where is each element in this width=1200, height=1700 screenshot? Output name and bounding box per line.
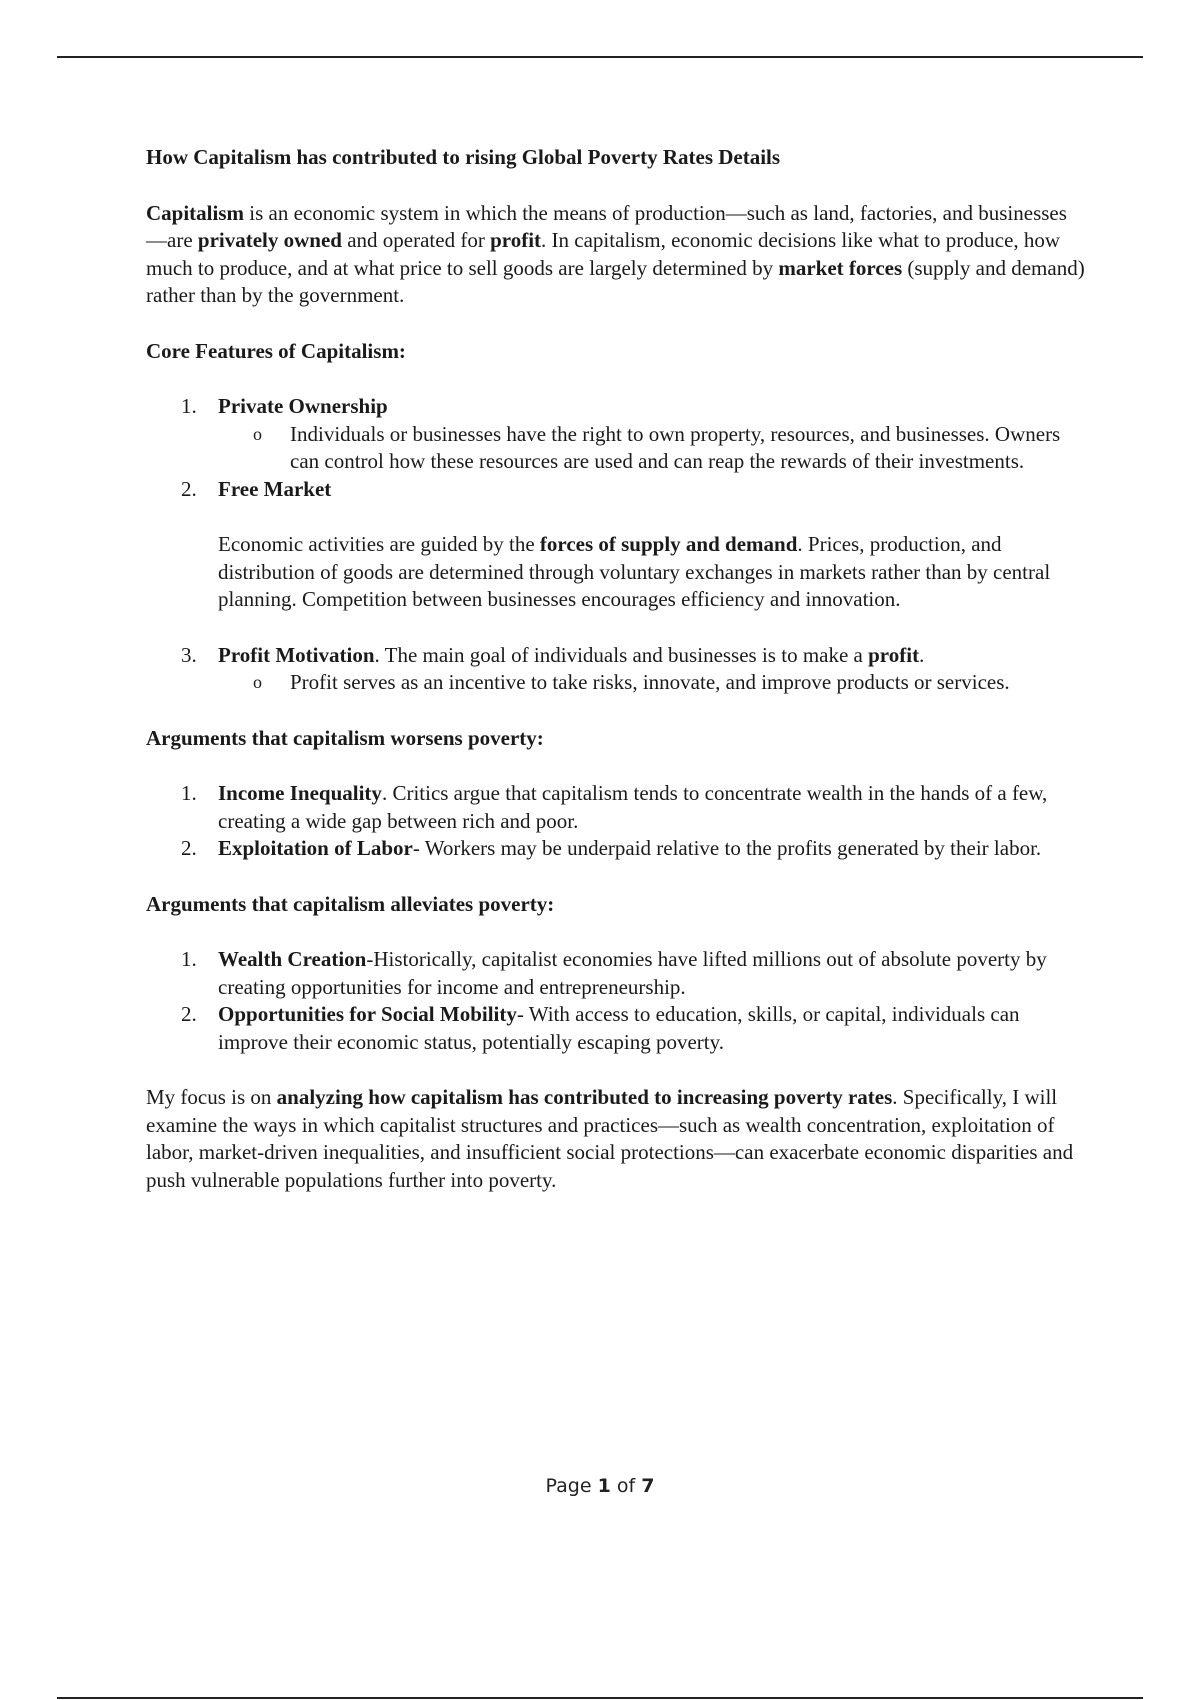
bullet-marker: o xyxy=(253,672,262,692)
sub-list xyxy=(218,669,1086,697)
current-page: 1 xyxy=(597,1475,611,1497)
total-pages: 7 xyxy=(641,1475,655,1497)
list-number: 3. xyxy=(181,642,197,667)
sub-list-item: o Individuals or businesses have the right to own property, resources, and businesses. Owners can control how these resources are used and can reap the rewards of their investments. xyxy=(253,421,1061,473)
list-item xyxy=(146,476,1086,614)
sub-list-item: o Profit serves as an incentive to take risks, innovate, and improve products or services. xyxy=(218,669,1086,697)
intro-paragraph: Capitalism is an economic system in which the means of production—such as land, factories, and businesses—are privately owned and operated for profit. In capitalism, economic decisions like what to produce, how much to produce, and at what price to sell goods are largely determined by market forces (supply and demand) rather than by the government. xyxy=(146,200,1085,307)
item-title: Free Market xyxy=(218,476,332,501)
core-features-list xyxy=(146,393,1086,697)
list-number: 2. xyxy=(181,1002,197,1026)
item-title: Exploitation of Labor xyxy=(218,836,413,860)
header-rule xyxy=(57,56,1143,58)
worsens-heading: Arguments that capitalism worsens poverty: xyxy=(146,725,544,750)
free-market-paragraph: Economic activities are guided by the forces of supply and demand. Prices, production, and distribution of goods are determined through voluntary exchanges in markets rather than by central planning. Competition between businesses encourages efficiency and innovation. xyxy=(218,532,1051,611)
list-item xyxy=(146,393,1086,476)
bullet-marker: o xyxy=(253,423,262,444)
item-title: Income Inequality xyxy=(218,781,382,805)
footer-rule xyxy=(57,1697,1143,1699)
list-item: 3. Profit Motivation. The main goal of individuals and businesses is to make a profit. o Profit serves as an incentive to take risks, innovate, and improve products or services. xyxy=(146,642,1086,697)
list-number: 1. xyxy=(181,781,197,805)
list-number: 1. xyxy=(181,947,197,971)
item-title: Opportunities for Social Mobility xyxy=(218,1002,517,1026)
item-title: Wealth Creation xyxy=(218,947,367,971)
document-title: How Capitalism has contributed to rising Global Poverty Rates Details xyxy=(146,145,781,169)
list-number: 1. xyxy=(181,394,197,418)
page-number-footer: Page 1 of 7 xyxy=(545,1475,655,1497)
list-item: 2. Opportunities for Social Mobility- With access to education, skills, or capital, individuals can improve their economic status, potentially escaping poverty. xyxy=(181,1002,1020,1054)
list-item: 1. Wealth Creation-Historically, capitalist economies have lifted millions out of absolute poverty by creating opportunities for income and entrepreneurship. xyxy=(181,947,1047,999)
alleviates-list xyxy=(146,946,1086,1056)
list-number: 2. xyxy=(181,836,197,860)
list-item: 1. Income Inequality. Critics argue that capitalism tends to concentrate wealth in the hands of a few, creating a wide gap between rich and poor. xyxy=(181,781,1048,833)
alleviates-heading: Arguments that capitalism alleviates poverty: xyxy=(146,891,555,916)
document-body xyxy=(146,144,1086,1194)
item-title: Profit Motivation xyxy=(218,642,375,667)
list-number: 2. xyxy=(181,476,197,501)
core-features-heading: Core Features of Capitalism: xyxy=(146,338,406,363)
focus-paragraph: My focus is on analyzing how capitalism has contributed to increasing poverty rates. Specifically, I will examine the ways in which capitalist structures and practices—such as wealth concentration, exploitation of labor, market-driven inequalities, and insufficient social protections—can exacerbate economic disparities and push vulnerable populations further into poverty. xyxy=(146,1085,1074,1192)
list-item: 2. Exploitation of Labor- Workers may be underpaid relative to the profits generated by their labor. xyxy=(146,835,1086,863)
worsens-list xyxy=(146,780,1086,863)
item-title: Private Ownership xyxy=(218,394,388,418)
sub-list xyxy=(218,421,1086,476)
